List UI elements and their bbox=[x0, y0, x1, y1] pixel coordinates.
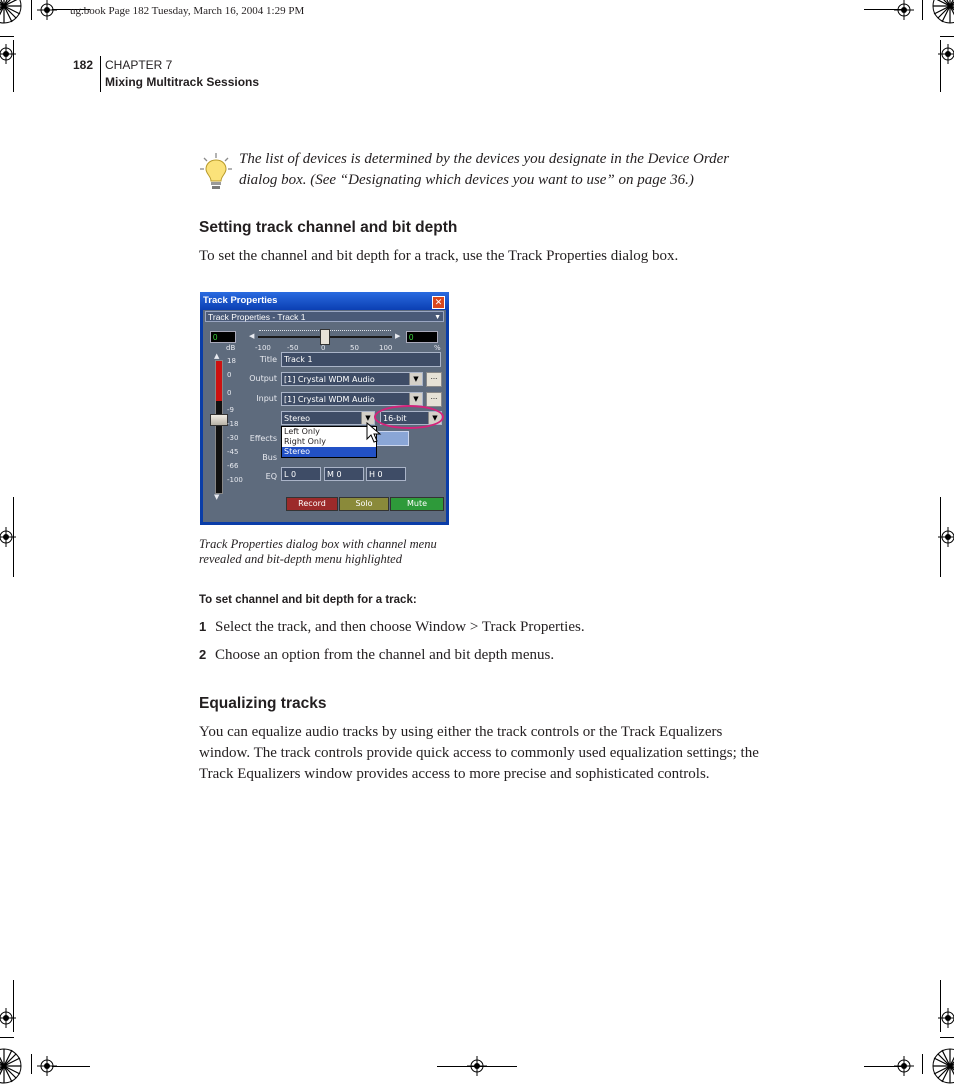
output-select-value: [1] Crystal WDM Audio bbox=[284, 375, 375, 384]
header-divider bbox=[100, 56, 101, 92]
channel-select[interactable] bbox=[281, 411, 375, 425]
procedure-step bbox=[199, 647, 554, 664]
pan-tick-label: -50 bbox=[287, 344, 299, 352]
bit-depth-select-value: 16-bit bbox=[383, 414, 407, 423]
input-select-value: [1] Crystal WDM Audio bbox=[284, 395, 375, 404]
output-select[interactable] bbox=[281, 372, 423, 386]
step-number: 2 bbox=[199, 647, 207, 662]
top-right-line bbox=[864, 9, 902, 10]
bottom-right-line bbox=[864, 1066, 902, 1067]
tip-text: The list of devices is determined by the devices you designate in the Device Order dialog box. (See “Designating which devices you want to use” on page 36.) bbox=[239, 151, 730, 188]
solo-button[interactable]: Solo bbox=[339, 497, 389, 511]
crop-mark-bottom-right bbox=[922, 1054, 923, 1074]
pan-slider-thumb[interactable] bbox=[320, 329, 330, 345]
pan-tick-label: 50 bbox=[350, 344, 359, 352]
title-field[interactable]: Track 1 bbox=[281, 352, 441, 367]
input-select[interactable] bbox=[281, 392, 423, 406]
chapter-title: Mixing Multitrack Sessions bbox=[105, 75, 260, 89]
record-button[interactable]: Record bbox=[286, 497, 338, 511]
page-number: 182 bbox=[73, 58, 94, 72]
meter-label: -45 bbox=[227, 448, 239, 456]
track-select-value: Track Properties - Track 1 bbox=[208, 312, 306, 322]
registration-mark-icon bbox=[938, 44, 954, 64]
channel-select-value: Stereo bbox=[284, 414, 311, 423]
starburst-mark-icon bbox=[932, 1048, 954, 1084]
eq-mid-field[interactable]: M 0 bbox=[324, 467, 364, 481]
section-body-track-channel: To set the channel and bit depth for a track, use the Track Properties dialog box. bbox=[199, 248, 679, 264]
print-slug: ug.book Page 182 Tuesday, March 16, 2004 1:29 PM bbox=[70, 5, 305, 17]
chevron-down-icon: ▼ bbox=[434, 314, 441, 321]
fader-down-arrow-icon[interactable]: ▼ bbox=[214, 493, 220, 501]
close-icon[interactable]: ✕ bbox=[432, 296, 445, 309]
starburst-mark-icon bbox=[0, 1048, 22, 1084]
meter-label: -100 bbox=[227, 476, 243, 484]
registration-mark-icon bbox=[894, 0, 914, 20]
crop-mark-top-left bbox=[31, 0, 32, 20]
crop-mark-bottom-left-h bbox=[0, 1037, 14, 1038]
track-select-dropdown[interactable] bbox=[205, 311, 444, 322]
chevron-down-icon: ▼ bbox=[428, 412, 441, 424]
output-more-button[interactable]: ... bbox=[426, 372, 442, 387]
step-text: Select the track, and then choose Window > Track Properties. bbox=[215, 619, 585, 635]
bottom-center-line bbox=[437, 1066, 517, 1067]
input-more-button[interactable]: ... bbox=[426, 392, 442, 407]
meter-label: -66 bbox=[227, 462, 239, 470]
section-heading-track-channel: Setting track channel and bit depth bbox=[199, 219, 458, 236]
meter-label: 18 bbox=[227, 357, 236, 365]
volume-value-display: 0 bbox=[406, 331, 438, 343]
step-text: Choose an option from the channel and bit depth menus. bbox=[215, 647, 555, 663]
mouse-cursor-icon bbox=[366, 422, 382, 449]
chevron-down-icon: ▼ bbox=[409, 373, 422, 385]
dialog-title: Track Properties bbox=[203, 295, 278, 306]
bus-label: Bus bbox=[262, 453, 277, 462]
meter-label: 0 bbox=[227, 371, 232, 379]
crop-mark-top-left-h bbox=[0, 36, 14, 37]
eq-high-field[interactable]: H 0 bbox=[366, 467, 406, 481]
registration-mark-icon bbox=[938, 1008, 954, 1028]
pan-value-display: 0 bbox=[210, 331, 236, 343]
eq-low-field[interactable]: L 0 bbox=[281, 467, 321, 481]
meter-label: 0 bbox=[227, 389, 232, 397]
highlight-circle bbox=[374, 405, 444, 429]
channel-option-left-only[interactable]: Left Only bbox=[284, 427, 320, 436]
procedure-step bbox=[199, 619, 585, 636]
registration-mark-icon bbox=[938, 527, 954, 547]
mute-button[interactable]: Mute bbox=[390, 497, 444, 511]
db-label: dB bbox=[226, 344, 236, 352]
lightbulb-icon bbox=[200, 152, 232, 192]
registration-mark-icon bbox=[0, 44, 16, 64]
chevron-down-icon: ▼ bbox=[409, 393, 422, 405]
figure-caption: Track Properties dialog box with channel menu revealed and bit-depth menu highlighted bbox=[199, 537, 437, 566]
eq-label: EQ bbox=[265, 472, 277, 481]
volume-fader-thumb[interactable] bbox=[210, 414, 228, 426]
step-number: 1 bbox=[199, 619, 207, 634]
pan-tick-label: 100 bbox=[379, 344, 393, 352]
pan-right-arrow-icon[interactable]: ▶ bbox=[395, 332, 401, 340]
dialog-client-area bbox=[203, 310, 446, 522]
meter-label: -18 bbox=[227, 420, 239, 428]
crop-mark-bottom-right-h bbox=[940, 1037, 954, 1038]
starburst-mark-icon bbox=[0, 0, 22, 24]
pan-left-arrow-icon[interactable]: ◀ bbox=[249, 332, 255, 340]
volume-fader-track[interactable] bbox=[215, 360, 223, 494]
registration-mark-icon bbox=[37, 0, 57, 20]
channel-option-right-only[interactable]: Right Only bbox=[284, 437, 326, 446]
starburst-mark-icon bbox=[932, 0, 954, 24]
crop-mark-top-right bbox=[922, 0, 923, 20]
meter-label: -9 bbox=[227, 406, 234, 414]
procedure-heading: To set channel and bit depth for a track: bbox=[199, 594, 417, 606]
section-heading-equalizing: Equalizing tracks bbox=[199, 695, 327, 712]
input-label: Input bbox=[256, 394, 277, 403]
meter-label: -30 bbox=[227, 434, 239, 442]
title-label: Title bbox=[259, 355, 277, 364]
chapter-label: CHAPTER 7 bbox=[105, 58, 173, 72]
crop-mark-bottom-left bbox=[31, 1054, 32, 1074]
track-properties-dialog bbox=[200, 292, 449, 525]
chevron-down-icon: ▼ bbox=[361, 412, 374, 424]
crop-mark-top-right-h bbox=[940, 36, 954, 37]
fader-up-arrow-icon[interactable]: ▲ bbox=[214, 352, 220, 360]
section-body-equalizing: You can equalize audio tracks by using either the track controls or the Track Equalizers window. The track controls provide quick access to commonly used equalization settings; the Track Equalizers window provides access to more precise and sophisticated controls. bbox=[199, 724, 759, 782]
registration-mark-icon bbox=[0, 527, 16, 547]
channel-menu bbox=[281, 426, 377, 458]
channel-option-stereo[interactable]: Stereo bbox=[282, 447, 376, 457]
pan-tick-label: -100 bbox=[255, 344, 271, 352]
effects-label: Effects bbox=[249, 434, 277, 443]
registration-mark-icon bbox=[0, 1008, 16, 1028]
bottom-left-line bbox=[52, 1066, 90, 1067]
pan-tick-label: 0 bbox=[321, 344, 326, 352]
output-label: Output bbox=[249, 374, 277, 383]
dialog-titlebar bbox=[200, 292, 449, 310]
percent-label: % bbox=[434, 344, 441, 352]
